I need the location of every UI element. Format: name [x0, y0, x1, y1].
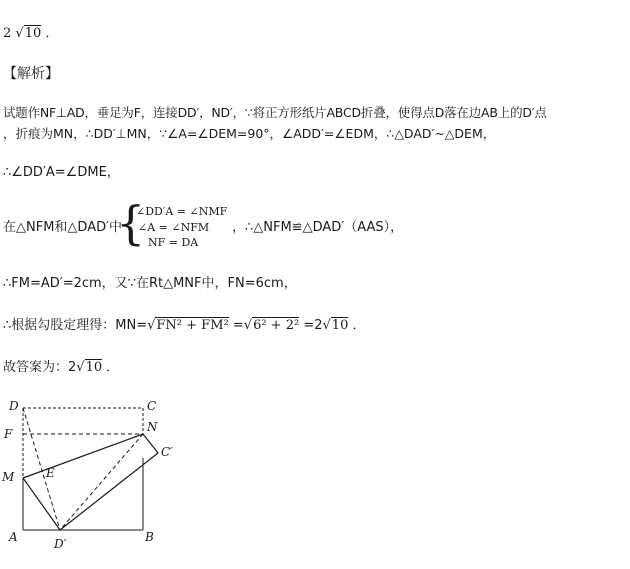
analysis-line-2: ，折痕为MN，∴DD′⊥MN，∵∠A=∠DEM=90°，∠ADD′=∠EDM，∴△DAD′~△DEM，	[3, 126, 496, 141]
pythagoras-mid: =	[232, 318, 244, 333]
pythagoras-expr-2: 6² + 2²	[253, 318, 300, 333]
final-answer: 故答案为：2√10 ．	[3, 360, 120, 375]
system-eq-3: NF = DA	[148, 236, 199, 249]
label-e: E	[46, 466, 55, 480]
fold-diagram	[0, 398, 200, 568]
pythagoras-result-coef: =2	[303, 318, 323, 333]
label-c: C	[147, 399, 157, 413]
fm-line: ∴FM=AD′=2cm，又∵在Rt△MNF中，FN=6cm，	[3, 276, 297, 291]
label-f: F	[4, 427, 13, 441]
angle-equality-line: ∴∠DD′A=∠DME，	[3, 165, 120, 180]
label-n: N	[147, 420, 158, 434]
label-d-prime: D′	[54, 537, 67, 551]
fold-line-mn	[23, 434, 143, 478]
system-brace: {	[116, 196, 146, 250]
analysis-line-1: 试题作NF⊥AD，垂足为F，连接DD′，ND′，∵将正方形纸片ABCD折叠，使得点D落在边AB上的D′点	[3, 105, 547, 120]
final-answer-end: ．	[106, 360, 120, 375]
answer-coef: 2	[3, 26, 12, 41]
pythagoras-prefix: ∴根据勾股定理得：MN=	[3, 318, 148, 333]
congruent-prefix: 在△NFM和△DAD′中	[3, 220, 123, 235]
flap-c-prime-n	[143, 434, 158, 453]
pythagoras-line: ∴根据勾股定理得：MN=√FN² + FM² =√6² + 2² =2√10 ．	[3, 318, 366, 333]
pythagoras-expr-1: FN² + FM²	[156, 318, 229, 333]
answer-radicand: 10	[24, 26, 42, 41]
label-c-prime: C′	[161, 445, 173, 459]
answer-end: ．	[45, 26, 59, 41]
label-b: B	[145, 530, 154, 544]
system-eq-1: ∠DD′A = ∠NMF	[136, 205, 228, 218]
pythagoras-result-rad: 10	[331, 318, 349, 333]
system-eq-2: ∠A = ∠NFM	[138, 221, 210, 234]
flap-md-prime	[23, 478, 60, 530]
final-answer-prefix: 故答案为：2	[3, 360, 77, 375]
pythagoras-end: ．	[352, 318, 366, 333]
segment-nd-prime	[60, 434, 143, 530]
final-answer-rad: 10	[85, 360, 103, 375]
section-title: 【解析】	[3, 66, 59, 82]
label-a: A	[9, 530, 18, 544]
label-m: M	[2, 470, 15, 484]
label-d: D	[9, 399, 19, 413]
answer-top: 2 √10 ．	[3, 26, 59, 41]
congruent-suffix: ，∴△NFM≌△DAD′（AAS），	[232, 220, 404, 235]
